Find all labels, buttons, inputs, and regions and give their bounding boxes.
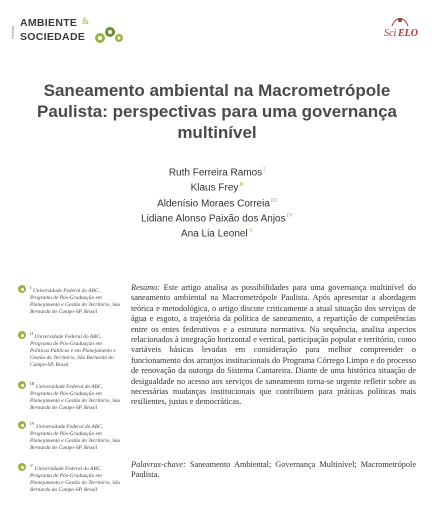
journal-logo-vertical-text: Revista <box>10 25 15 39</box>
affiliation-text: Universidade Federal do ABC, Programa de Pós-Graduação em Planejamento e Gestão do Território, São Bernardo do Campo-SP, Brasil <box>30 423 121 451</box>
affiliation-bullet-icon <box>18 463 26 471</box>
affiliation-bullet-icon <box>18 421 26 429</box>
scielo-sci-text: Sci <box>384 28 397 39</box>
affiliation-sup: III <box>30 381 35 386</box>
abstract <box>131 283 416 408</box>
author-sup: III <box>270 197 277 204</box>
author-name: Lidiane Alonso Paixão dos Anjos <box>141 213 286 225</box>
scielo-globe-icon <box>390 14 410 28</box>
affiliation <box>18 330 122 369</box>
journal-logo-word-ambiente: AMBIENTE <box>20 17 78 29</box>
keywords-text: Saneamento Ambiental; Governança Multinível; Macrometrópole Paulista. <box>131 460 417 480</box>
author-sup: IV <box>286 212 293 219</box>
abstract-text: Este artigo analisa as possibilidades para uma governança multinível do saneamento ambiental na Macrometrópole Paulista. Após apresentar a abordagem teórica e metodológica, o artigo discute criticamente a atual situação dos serviços de água e esgoto, a trajetória da política de saneamento, a repartição de competências entre os entes federativos e a estrutura normativa. Na sequência, analisa aspectos relacionados à integração horizontal e vertical, participação popular e território, como variáveis básicas levadas em consideração para melhor compreender o funcionamento dos arranjos institucionais do Programa Córrego Limpo e do processo de renovação da outorga do Sistema Cantareira. Diante de uma histórica situação de desigualdade no acesso aos serviços de saneamento torna-se urgente refletir sobre as necessárias mudanças institucionais que contribuem para práticas políticas mais resilientes, justas e democráticas. <box>131 283 417 407</box>
author-name: Aldenísio Moraes Correia <box>157 197 270 209</box>
author <box>0 179 434 194</box>
author <box>0 164 434 179</box>
affiliation-sup: IV <box>30 421 35 426</box>
journal-logo-ampersand: & <box>82 16 90 26</box>
affiliation-text: Universidade Federal do ABC, Programa de Pós-Graduação em Planejamento e Gestão do Território, São Bernardo do Campo-SP, Brasil <box>30 287 121 315</box>
affiliation-sup: II <box>30 331 33 336</box>
author-sup: II <box>239 182 244 189</box>
affiliation <box>18 420 122 452</box>
affiliation-text: Universidade Federal do ABC, Programa de Pós-Graduação em Planejamento e Gestão do Território, São Bernardo do Campo-SP, Brasil <box>30 465 121 493</box>
affiliation <box>18 462 122 494</box>
journal-logo-word-sociedade: SOCIEDADE <box>20 31 86 43</box>
author-name: Ruth Ferreira Ramos <box>168 167 263 179</box>
affiliation-text: Universidade Federal do ABC, Programa de Pós-Graduação em Planejamento e Gestão do Território, São Bernardo do Campo-SP, Brasil <box>30 383 121 411</box>
journal-logo <box>10 14 130 46</box>
author-sup: V <box>248 228 254 235</box>
author <box>0 210 434 225</box>
keywords <box>131 460 416 481</box>
keywords-label: Palavras-chave: <box>131 460 186 469</box>
scielo-logo <box>384 14 418 44</box>
author <box>0 225 434 240</box>
leaf-circles-icon <box>92 22 124 46</box>
affiliation-sup: V <box>30 463 34 468</box>
affiliation-bullet-icon <box>18 331 26 339</box>
author-name: Ana Lia Leonel <box>180 228 248 240</box>
author-list <box>0 164 434 241</box>
abstract-label: Resumo: <box>131 283 161 292</box>
scielo-elo-text: ELO <box>398 28 418 39</box>
author-sup: I <box>263 167 266 173</box>
affiliation-bullet-icon <box>18 285 26 293</box>
affiliation <box>18 380 122 412</box>
article-title: Saneamento ambiental na Macrometrópole Paulista: perspectivas para uma governança multinível <box>37 81 397 142</box>
affiliation-sup: I <box>30 285 32 290</box>
affiliation-bullet-icon <box>18 381 26 389</box>
affiliation-text: Universidade Federal do ABC, Programa de Pós-Graduação em Políticas Públicas e em Planejamento e Gestão do Território, São Bernardo do Campo-SP, Brasil <box>30 333 116 368</box>
author-name: Klaus Frey <box>190 182 239 194</box>
author <box>0 195 434 210</box>
affiliation <box>18 284 122 316</box>
